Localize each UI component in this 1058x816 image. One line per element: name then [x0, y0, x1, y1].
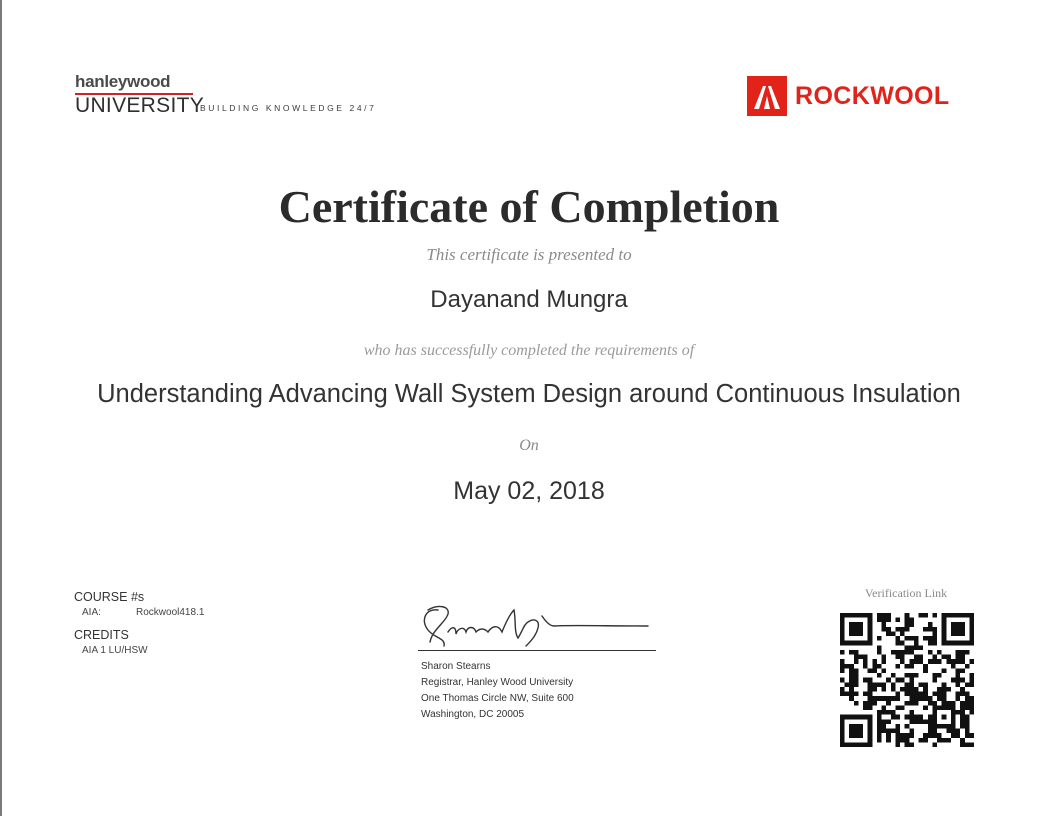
rockwool-logo: [747, 76, 972, 118]
signatory-details: [421, 659, 574, 723]
hanley-wood-university-logo: [75, 72, 405, 122]
aia-row: [82, 607, 294, 618]
signatory-address-line-2: Washington, DC 20005: [421, 709, 525, 720]
rockwool-wordmark: ROCKWOOL: [795, 82, 950, 110]
recipient-name: Dayanand Mungra: [430, 286, 628, 313]
completed-text: who has successfully completed the requirements of: [363, 342, 695, 359]
course-heading: COURSE #s: [74, 590, 145, 604]
credits-value: AIA 1 LU/HSW: [82, 645, 148, 656]
aia-label: AIA:: [82, 607, 101, 618]
signatory-address-line-1: One Thomas Circle NW, Suite 600: [421, 693, 574, 704]
hanleywood-brand: hanleywood: [75, 72, 171, 91]
logo-tagline: BUILDING KNOWLEDGE 24/7: [200, 103, 377, 113]
credits-heading: CREDITS: [74, 628, 129, 642]
rockwool-mark-icon: [747, 76, 787, 116]
signatory-title: Registrar, Hanley Wood University: [421, 677, 574, 688]
presented-to-text: This certificate is presented to: [426, 245, 632, 264]
verification-label: Verification Link: [864, 586, 948, 600]
signatory-name: Sharon Stearns: [421, 661, 491, 672]
course-title: Understanding Advancing Wall System Design around Continuous Insulation: [97, 380, 961, 408]
certificate-title: Certificate of Completion: [278, 181, 780, 232]
signature-line: [418, 650, 656, 651]
university-wordmark: UNIVERSITY: [75, 94, 205, 117]
aia-value: Rockwool418.1: [136, 607, 205, 618]
verification-block: [838, 586, 974, 747]
verification-qr-code-icon[interactable]: [840, 613, 974, 747]
course-info: [74, 590, 294, 656]
on-label: On: [519, 437, 539, 454]
handwritten-signature: [418, 596, 658, 652]
completion-date: May 02, 2018: [453, 477, 605, 505]
